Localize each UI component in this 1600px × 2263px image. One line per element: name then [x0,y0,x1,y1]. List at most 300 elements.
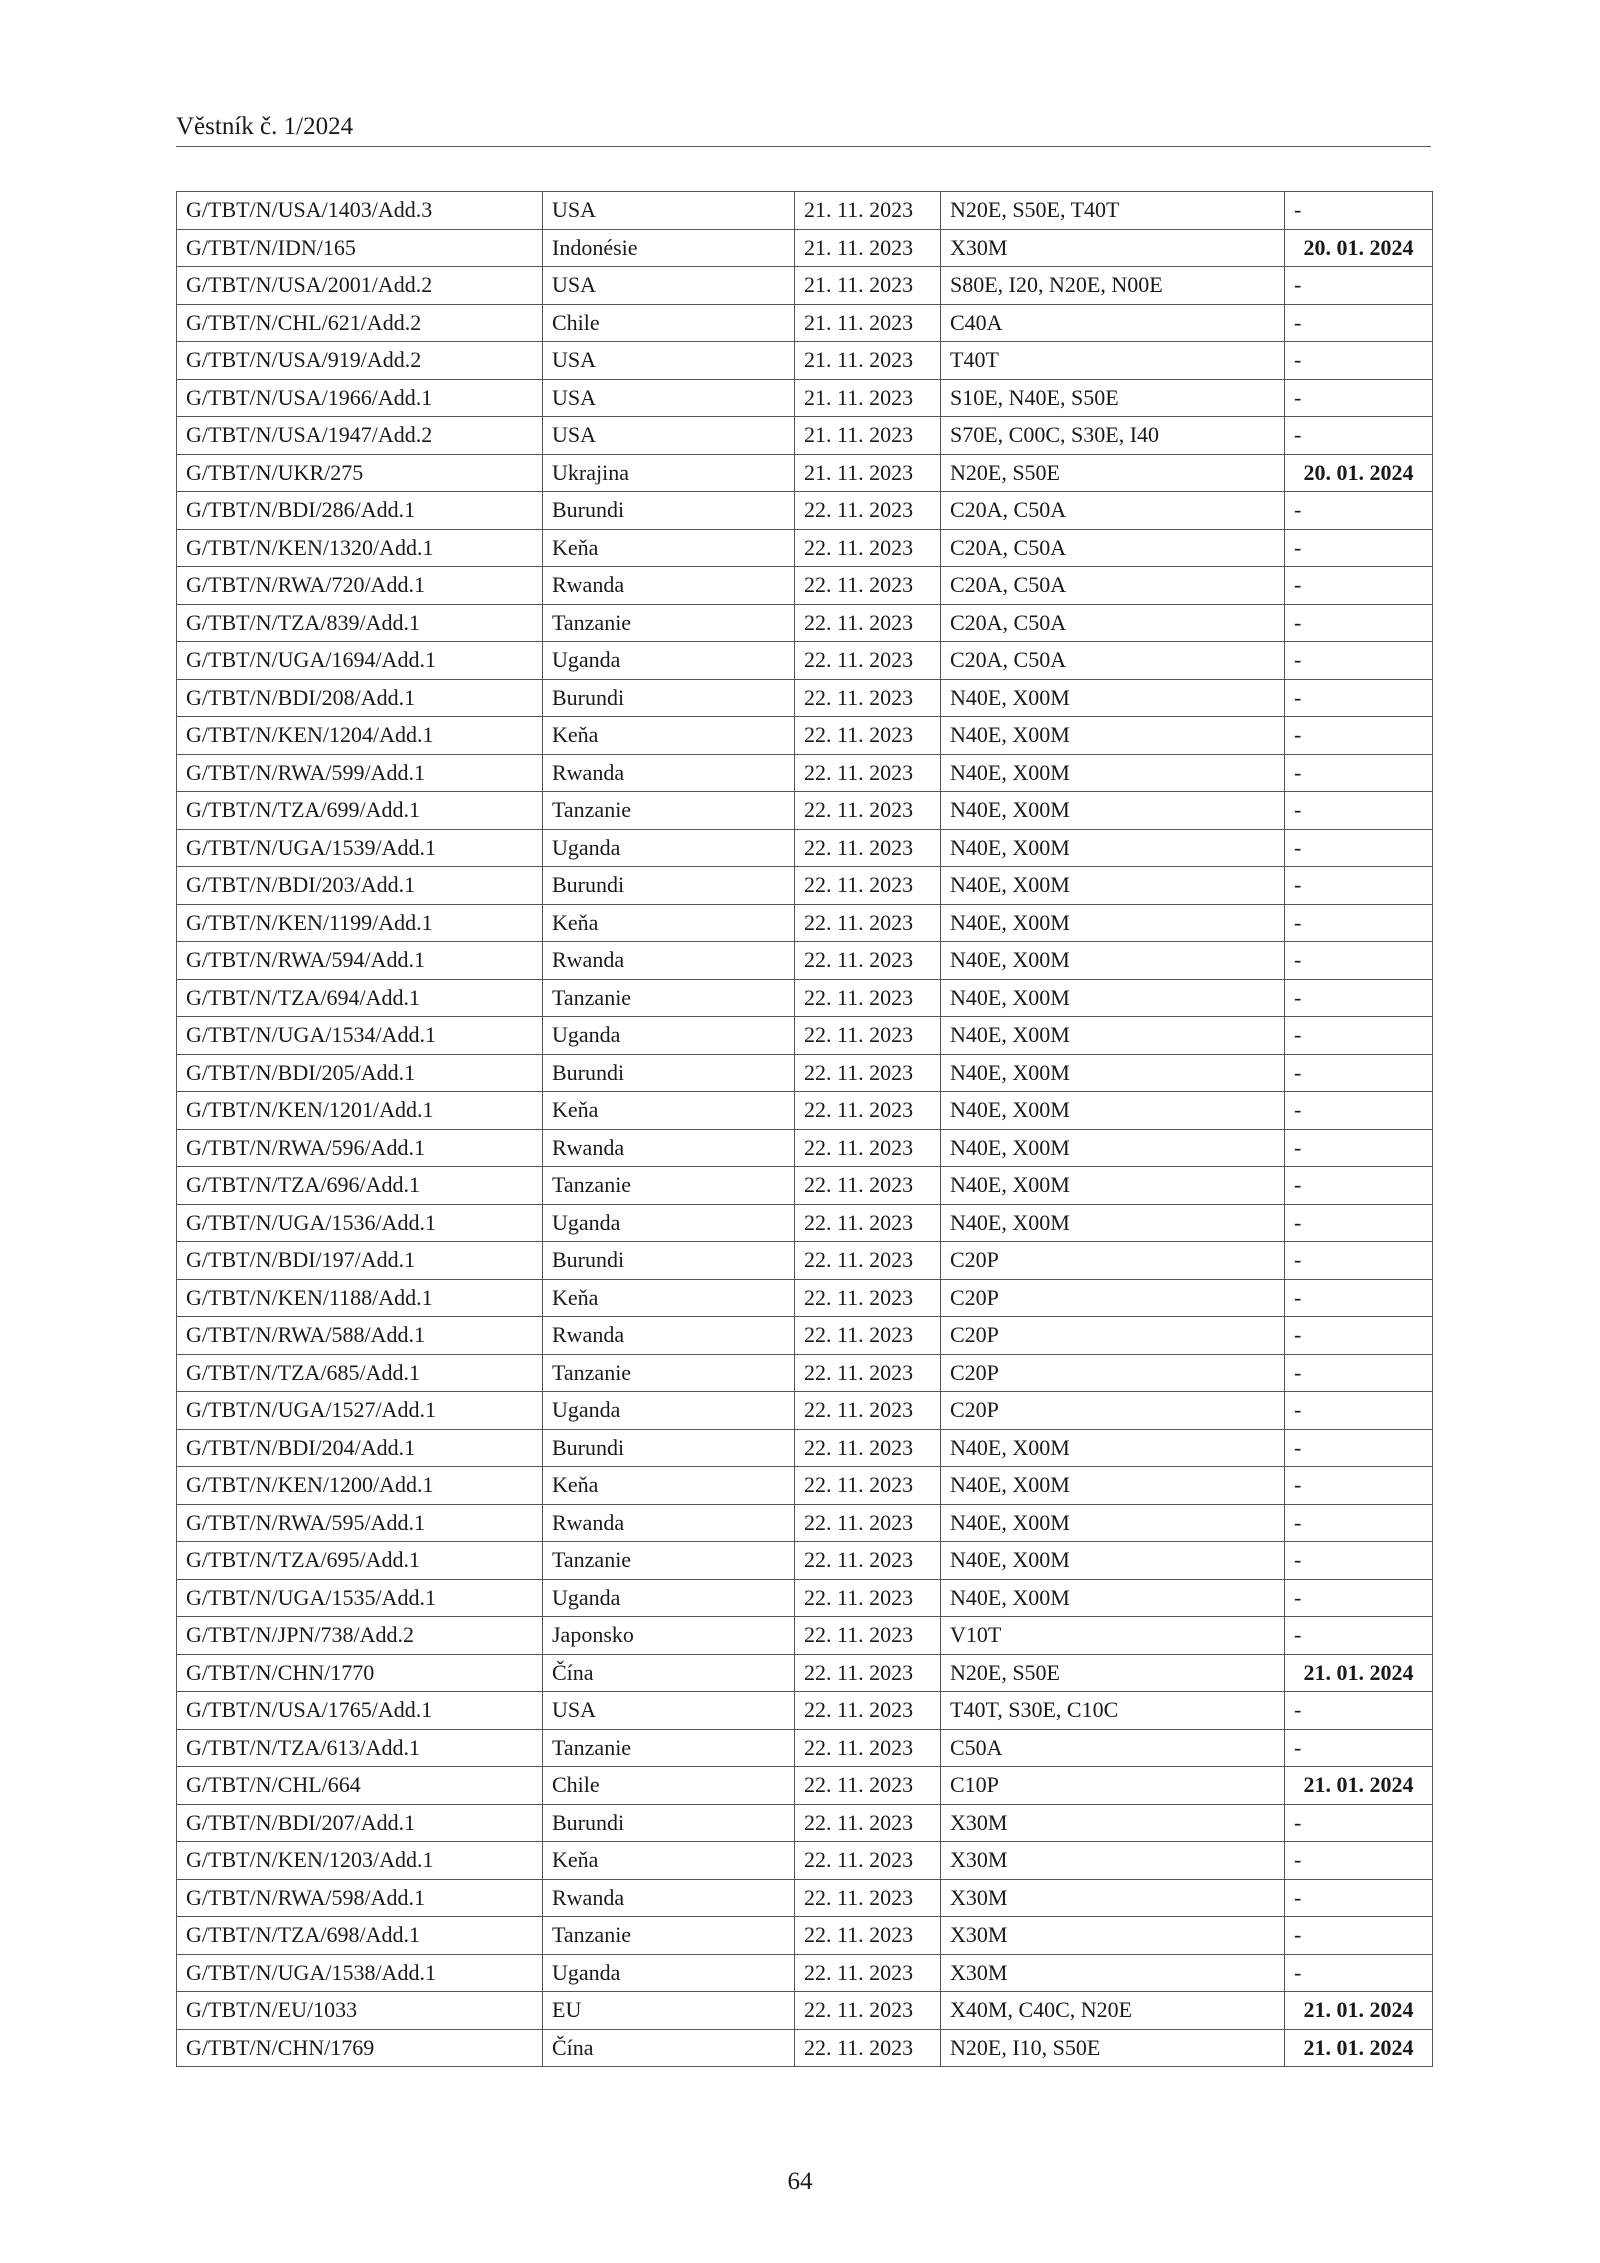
table-row [177,867,1433,905]
country-cell: Burundi [543,492,795,530]
codes-cell: N40E, X00M [941,904,1285,942]
notification-date-cell: 22. 11. 2023 [795,1092,941,1130]
comment-deadline-cell: - [1285,942,1433,980]
table-row [177,267,1433,305]
table-row [177,454,1433,492]
notification-date-cell: 22. 11. 2023 [795,1129,941,1167]
table-row [177,1204,1433,1242]
notification-date-cell: 22. 11. 2023 [795,792,941,830]
codes-cell: X40M, C40C, N20E [941,1992,1285,2030]
notification-date-cell: 22. 11. 2023 [795,1467,941,1505]
codes-cell: N40E, X00M [941,754,1285,792]
page-footer [0,2167,1600,2197]
page-number: 64 [787,2168,813,2195]
country-cell: Tanzanie [543,1542,795,1580]
comment-deadline-cell: - [1285,867,1433,905]
table-row [177,1842,1433,1880]
codes-cell: C20A, C50A [941,604,1285,642]
country-cell: Uganda [543,1017,795,1055]
notification-id-cell: G/TBT/N/JPN/738/Add.2 [177,1617,543,1655]
notification-id-cell: G/TBT/N/TZA/694/Add.1 [177,979,543,1017]
codes-cell: N40E, X00M [941,1054,1285,1092]
notification-date-cell: 22. 11. 2023 [795,1617,941,1655]
country-cell: Keňa [543,904,795,942]
notification-id-cell: G/TBT/N/KEN/1188/Add.1 [177,1279,543,1317]
notification-id-cell: G/TBT/N/BDI/286/Add.1 [177,492,543,530]
notification-id-cell: G/TBT/N/BDI/205/Add.1 [177,1054,543,1092]
comment-deadline-cell: - [1285,679,1433,717]
comment-deadline-cell: - [1285,1917,1433,1955]
comment-deadline-cell: - [1285,379,1433,417]
comment-deadline-cell: 20. 01. 2024 [1285,454,1433,492]
country-cell: Uganda [543,1954,795,1992]
notification-id-cell: G/TBT/N/KEN/1204/Add.1 [177,717,543,755]
table-row [177,642,1433,680]
codes-cell: N40E, X00M [941,1542,1285,1580]
notification-id-cell: G/TBT/N/TZA/699/Add.1 [177,792,543,830]
table-row [177,304,1433,342]
table-row [177,1804,1433,1842]
codes-cell: N20E, S50E [941,454,1285,492]
codes-cell: S70E, C00C, S30E, I40 [941,417,1285,455]
notification-date-cell: 22. 11. 2023 [795,1279,941,1317]
codes-cell: X30M [941,1842,1285,1880]
notification-id-cell: G/TBT/N/CHN/1769 [177,2029,543,2067]
notification-id-cell: G/TBT/N/USA/1765/Add.1 [177,1692,543,1730]
codes-cell: S80E, I20, N20E, N00E [941,267,1285,305]
table-row [177,1729,1433,1767]
country-cell: Rwanda [543,942,795,980]
comment-deadline-cell: - [1285,1092,1433,1130]
table-row [177,1954,1433,1992]
journal-title: Věstník č. 1/2024 [176,113,354,140]
country-cell: USA [543,1692,795,1730]
table-row [177,1504,1433,1542]
codes-cell: S10E, N40E, S50E [941,379,1285,417]
notification-date-cell: 21. 11. 2023 [795,342,941,380]
country-cell: Keňa [543,1279,795,1317]
codes-cell: N40E, X00M [941,1017,1285,1055]
notification-date-cell: 21. 11. 2023 [795,417,941,455]
country-cell: Tanzanie [543,1729,795,1767]
codes-cell: X30M [941,1804,1285,1842]
notification-date-cell: 22. 11. 2023 [795,1954,941,1992]
notification-id-cell: G/TBT/N/UGA/1536/Add.1 [177,1204,543,1242]
comment-deadline-cell: - [1285,342,1433,380]
notification-id-cell: G/TBT/N/RWA/598/Add.1 [177,1879,543,1917]
table-row [177,754,1433,792]
notification-id-cell: G/TBT/N/BDI/207/Add.1 [177,1804,543,1842]
comment-deadline-cell: - [1285,717,1433,755]
codes-cell: C20A, C50A [941,567,1285,605]
notification-date-cell: 22. 11. 2023 [795,492,941,530]
country-cell: Uganda [543,1392,795,1430]
notification-date-cell: 22. 11. 2023 [795,1354,941,1392]
notification-date-cell: 22. 11. 2023 [795,1992,941,2030]
table-row [177,529,1433,567]
codes-cell: X30M [941,1954,1285,1992]
table-row [177,417,1433,455]
codes-cell: N40E, X00M [941,867,1285,905]
notification-date-cell: 22. 11. 2023 [795,1579,941,1617]
comment-deadline-cell: - [1285,1467,1433,1505]
codes-cell: N40E, X00M [941,1467,1285,1505]
table-row [177,492,1433,530]
codes-cell: N40E, X00M [941,979,1285,1017]
table-row [177,229,1433,267]
table-row [177,1017,1433,1055]
comment-deadline-cell: - [1285,979,1433,1017]
notification-id-cell: G/TBT/N/RWA/588/Add.1 [177,1317,543,1355]
country-cell: Burundi [543,1804,795,1842]
comment-deadline-cell: 21. 01. 2024 [1285,2029,1433,2067]
notification-date-cell: 22. 11. 2023 [795,1392,941,1430]
country-cell: Keňa [543,717,795,755]
notification-date-cell: 22. 11. 2023 [795,904,941,942]
notification-date-cell: 21. 11. 2023 [795,192,941,230]
country-cell: Burundi [543,1054,795,1092]
comment-deadline-cell: - [1285,1879,1433,1917]
codes-cell: V10T [941,1617,1285,1655]
notification-date-cell: 21. 11. 2023 [795,454,941,492]
codes-cell: X30M [941,1879,1285,1917]
country-cell: Ukrajina [543,454,795,492]
codes-cell: N20E, S50E, T40T [941,192,1285,230]
codes-cell: N40E, X00M [941,717,1285,755]
codes-cell: N40E, X00M [941,679,1285,717]
table-row [177,1317,1433,1355]
table-row [177,1054,1433,1092]
comment-deadline-cell: - [1285,304,1433,342]
comment-deadline-cell: - [1285,1842,1433,1880]
notification-id-cell: G/TBT/N/CHL/621/Add.2 [177,304,543,342]
country-cell: Tanzanie [543,979,795,1017]
notification-date-cell: 22. 11. 2023 [795,1242,941,1280]
country-cell: Burundi [543,1242,795,1280]
codes-cell: C20A, C50A [941,642,1285,680]
table-row [177,1579,1433,1617]
comment-deadline-cell: - [1285,1579,1433,1617]
notification-id-cell: G/TBT/N/RWA/720/Add.1 [177,567,543,605]
table-row [177,829,1433,867]
notification-date-cell: 22. 11. 2023 [795,1654,941,1692]
country-cell: Uganda [543,642,795,680]
codes-cell: N40E, X00M [941,1129,1285,1167]
notification-id-cell: G/TBT/N/CHL/664 [177,1767,543,1805]
codes-cell: N40E, X00M [941,1204,1285,1242]
notification-date-cell: 22. 11. 2023 [795,1542,941,1580]
notification-date-cell: 22. 11. 2023 [795,1842,941,1880]
notification-date-cell: 22. 11. 2023 [795,1017,941,1055]
codes-cell: N40E, X00M [941,1504,1285,1542]
comment-deadline-cell: - [1285,1354,1433,1392]
table-row [177,1429,1433,1467]
table-row [177,1467,1433,1505]
notification-id-cell: G/TBT/N/EU/1033 [177,1992,543,2030]
table-row [177,1654,1433,1692]
comment-deadline-cell: 20. 01. 2024 [1285,229,1433,267]
comment-deadline-cell: - [1285,567,1433,605]
country-cell: Uganda [543,1579,795,1617]
table-row [177,979,1433,1017]
comment-deadline-cell: - [1285,1317,1433,1355]
table-row [177,1879,1433,1917]
codes-cell: N40E, X00M [941,1579,1285,1617]
notification-date-cell: 22. 11. 2023 [795,604,941,642]
comment-deadline-cell: - [1285,1429,1433,1467]
country-cell: Uganda [543,1204,795,1242]
table-row [177,342,1433,380]
country-cell: USA [543,342,795,380]
comment-deadline-cell: 21. 01. 2024 [1285,1992,1433,2030]
notification-date-cell: 21. 11. 2023 [795,267,941,305]
country-cell: Tanzanie [543,792,795,830]
notification-date-cell: 22. 11. 2023 [795,942,941,980]
notification-date-cell: 22. 11. 2023 [795,642,941,680]
table-row [177,792,1433,830]
codes-cell: C40A [941,304,1285,342]
country-cell: USA [543,267,795,305]
notification-date-cell: 22. 11. 2023 [795,717,941,755]
codes-cell: N40E, X00M [941,1092,1285,1130]
notification-date-cell: 21. 11. 2023 [795,379,941,417]
table-row [177,1354,1433,1392]
table-row [177,1917,1433,1955]
country-cell: USA [543,417,795,455]
country-cell: Rwanda [543,754,795,792]
codes-cell: N40E, X00M [941,1429,1285,1467]
notification-id-cell: G/TBT/N/IDN/165 [177,229,543,267]
notification-id-cell: G/TBT/N/BDI/208/Add.1 [177,679,543,717]
notification-id-cell: G/TBT/N/KEN/1201/Add.1 [177,1092,543,1130]
table-row [177,679,1433,717]
table-row [177,1767,1433,1805]
notification-id-cell: G/TBT/N/UGA/1527/Add.1 [177,1392,543,1430]
codes-cell: C20A, C50A [941,529,1285,567]
country-cell: Chile [543,304,795,342]
codes-cell: X30M [941,1917,1285,1955]
codes-cell: C20P [941,1279,1285,1317]
country-cell: Burundi [543,867,795,905]
table-row [177,1617,1433,1655]
country-cell: USA [543,192,795,230]
country-cell: Rwanda [543,1879,795,1917]
comment-deadline-cell: - [1285,1954,1433,1992]
comment-deadline-cell: - [1285,642,1433,680]
comment-deadline-cell: - [1285,1617,1433,1655]
table-row [177,604,1433,642]
notification-date-cell: 22. 11. 2023 [795,754,941,792]
table-row [177,904,1433,942]
country-cell: Čína [543,1654,795,1692]
notification-id-cell: G/TBT/N/UGA/1535/Add.1 [177,1579,543,1617]
notification-id-cell: G/TBT/N/KEN/1320/Add.1 [177,529,543,567]
table-row [177,567,1433,605]
notification-id-cell: G/TBT/N/TZA/685/Add.1 [177,1354,543,1392]
notification-id-cell: G/TBT/N/USA/2001/Add.2 [177,267,543,305]
notification-id-cell: G/TBT/N/TZA/839/Add.1 [177,604,543,642]
comment-deadline-cell: - [1285,1204,1433,1242]
comment-deadline-cell: - [1285,829,1433,867]
table-row [177,1129,1433,1167]
notification-id-cell: G/TBT/N/USA/1947/Add.2 [177,417,543,455]
notification-date-cell: 22. 11. 2023 [795,1429,941,1467]
notification-id-cell: G/TBT/N/BDI/204/Add.1 [177,1429,543,1467]
comment-deadline-cell: - [1285,1392,1433,1430]
country-cell: Burundi [543,1429,795,1467]
notification-id-cell: G/TBT/N/KEN/1200/Add.1 [177,1467,543,1505]
table-row [177,942,1433,980]
notification-date-cell: 22. 11. 2023 [795,1879,941,1917]
comment-deadline-cell: - [1285,754,1433,792]
table-row [177,1242,1433,1280]
notification-id-cell: G/TBT/N/UGA/1538/Add.1 [177,1954,543,1992]
notification-id-cell: G/TBT/N/TZA/613/Add.1 [177,1729,543,1767]
country-cell: Rwanda [543,1129,795,1167]
comment-deadline-cell: 21. 01. 2024 [1285,1654,1433,1692]
notification-id-cell: G/TBT/N/BDI/197/Add.1 [177,1242,543,1280]
notification-date-cell: 22. 11. 2023 [795,1729,941,1767]
codes-cell: C20P [941,1317,1285,1355]
comment-deadline-cell: - [1285,792,1433,830]
notification-date-cell: 22. 11. 2023 [795,1204,941,1242]
notification-date-cell: 22. 11. 2023 [795,1317,941,1355]
comment-deadline-cell: - [1285,267,1433,305]
notification-date-cell: 22. 11. 2023 [795,1804,941,1842]
comment-deadline-cell: - [1285,1729,1433,1767]
notification-date-cell: 22. 11. 2023 [795,979,941,1017]
notification-id-cell: G/TBT/N/CHN/1770 [177,1654,543,1692]
country-cell: Burundi [543,679,795,717]
codes-cell: N40E, X00M [941,829,1285,867]
codes-cell: C50A [941,1729,1285,1767]
notification-date-cell: 22. 11. 2023 [795,1917,941,1955]
notification-id-cell: G/TBT/N/USA/1403/Add.3 [177,192,543,230]
comment-deadline-cell: - [1285,1504,1433,1542]
comment-deadline-cell: - [1285,1542,1433,1580]
comment-deadline-cell: - [1285,1279,1433,1317]
comment-deadline-cell: 21. 01. 2024 [1285,1767,1433,1805]
codes-cell: C10P [941,1767,1285,1805]
notification-date-cell: 22. 11. 2023 [795,679,941,717]
notification-date-cell: 22. 11. 2023 [795,1504,941,1542]
codes-cell: N20E, I10, S50E [941,2029,1285,2067]
notification-date-cell: 22. 11. 2023 [795,567,941,605]
comment-deadline-cell: - [1285,417,1433,455]
country-cell: Čína [543,2029,795,2067]
codes-cell: C20P [941,1354,1285,1392]
table-row [177,2029,1433,2067]
notification-date-cell: 22. 11. 2023 [795,867,941,905]
notification-id-cell: G/TBT/N/RWA/599/Add.1 [177,754,543,792]
notification-id-cell: G/TBT/N/UGA/1539/Add.1 [177,829,543,867]
country-cell: Japonsko [543,1617,795,1655]
country-cell: Tanzanie [543,604,795,642]
country-cell: Uganda [543,829,795,867]
table-row [177,1392,1433,1430]
notification-id-cell: G/TBT/N/USA/919/Add.2 [177,342,543,380]
notification-id-cell: G/TBT/N/UGA/1694/Add.1 [177,642,543,680]
country-cell: Keňa [543,1842,795,1880]
notification-id-cell: G/TBT/N/RWA/596/Add.1 [177,1129,543,1167]
country-cell: Rwanda [543,567,795,605]
notification-date-cell: 22. 11. 2023 [795,1767,941,1805]
comment-deadline-cell: - [1285,904,1433,942]
notification-date-cell: 22. 11. 2023 [795,2029,941,2067]
country-cell: Rwanda [543,1317,795,1355]
codes-cell: C20A, C50A [941,492,1285,530]
codes-cell: C20P [941,1392,1285,1430]
notification-id-cell: G/TBT/N/UGA/1534/Add.1 [177,1017,543,1055]
page-header [176,112,1431,147]
table-row [177,1542,1433,1580]
table-row [177,1167,1433,1205]
country-cell: Tanzanie [543,1917,795,1955]
comment-deadline-cell: - [1285,1242,1433,1280]
country-cell: Chile [543,1767,795,1805]
notification-date-cell: 22. 11. 2023 [795,1692,941,1730]
comment-deadline-cell: - [1285,1167,1433,1205]
country-cell: USA [543,379,795,417]
table-row [177,192,1433,230]
notification-date-cell: 21. 11. 2023 [795,229,941,267]
notification-id-cell: G/TBT/N/UKR/275 [177,454,543,492]
country-cell: Tanzanie [543,1354,795,1392]
table-row [177,1992,1433,2030]
notification-date-cell: 22. 11. 2023 [795,829,941,867]
codes-cell: N40E, X00M [941,792,1285,830]
notification-date-cell: 22. 11. 2023 [795,529,941,567]
comment-deadline-cell: - [1285,1804,1433,1842]
notification-id-cell: G/TBT/N/RWA/594/Add.1 [177,942,543,980]
comment-deadline-cell: - [1285,192,1433,230]
notification-id-cell: G/TBT/N/TZA/696/Add.1 [177,1167,543,1205]
notification-id-cell: G/TBT/N/TZA/695/Add.1 [177,1542,543,1580]
notification-id-cell: G/TBT/N/RWA/595/Add.1 [177,1504,543,1542]
country-cell: Rwanda [543,1504,795,1542]
codes-cell: T40T [941,342,1285,380]
table-row [177,1279,1433,1317]
comment-deadline-cell: - [1285,529,1433,567]
notification-id-cell: G/TBT/N/TZA/698/Add.1 [177,1917,543,1955]
codes-cell: N20E, S50E [941,1654,1285,1692]
codes-cell: N40E, X00M [941,942,1285,980]
codes-cell: T40T, S30E, C10C [941,1692,1285,1730]
notification-id-cell: G/TBT/N/KEN/1203/Add.1 [177,1842,543,1880]
table-body [177,192,1433,2067]
comment-deadline-cell: - [1285,1692,1433,1730]
country-cell: Indonésie [543,229,795,267]
comment-deadline-cell: - [1285,492,1433,530]
notification-date-cell: 22. 11. 2023 [795,1167,941,1205]
notification-id-cell: G/TBT/N/USA/1966/Add.1 [177,379,543,417]
notifications-table [176,191,1433,2067]
table-row [177,1692,1433,1730]
country-cell: Keňa [543,1467,795,1505]
codes-cell: X30M [941,229,1285,267]
comment-deadline-cell: - [1285,1054,1433,1092]
notification-date-cell: 22. 11. 2023 [795,1054,941,1092]
codes-cell: N40E, X00M [941,1167,1285,1205]
table-row [177,1092,1433,1130]
comment-deadline-cell: - [1285,604,1433,642]
comment-deadline-cell: - [1285,1129,1433,1167]
notification-date-cell: 21. 11. 2023 [795,304,941,342]
country-cell: EU [543,1992,795,2030]
country-cell: Keňa [543,529,795,567]
notification-id-cell: G/TBT/N/KEN/1199/Add.1 [177,904,543,942]
codes-cell: C20P [941,1242,1285,1280]
